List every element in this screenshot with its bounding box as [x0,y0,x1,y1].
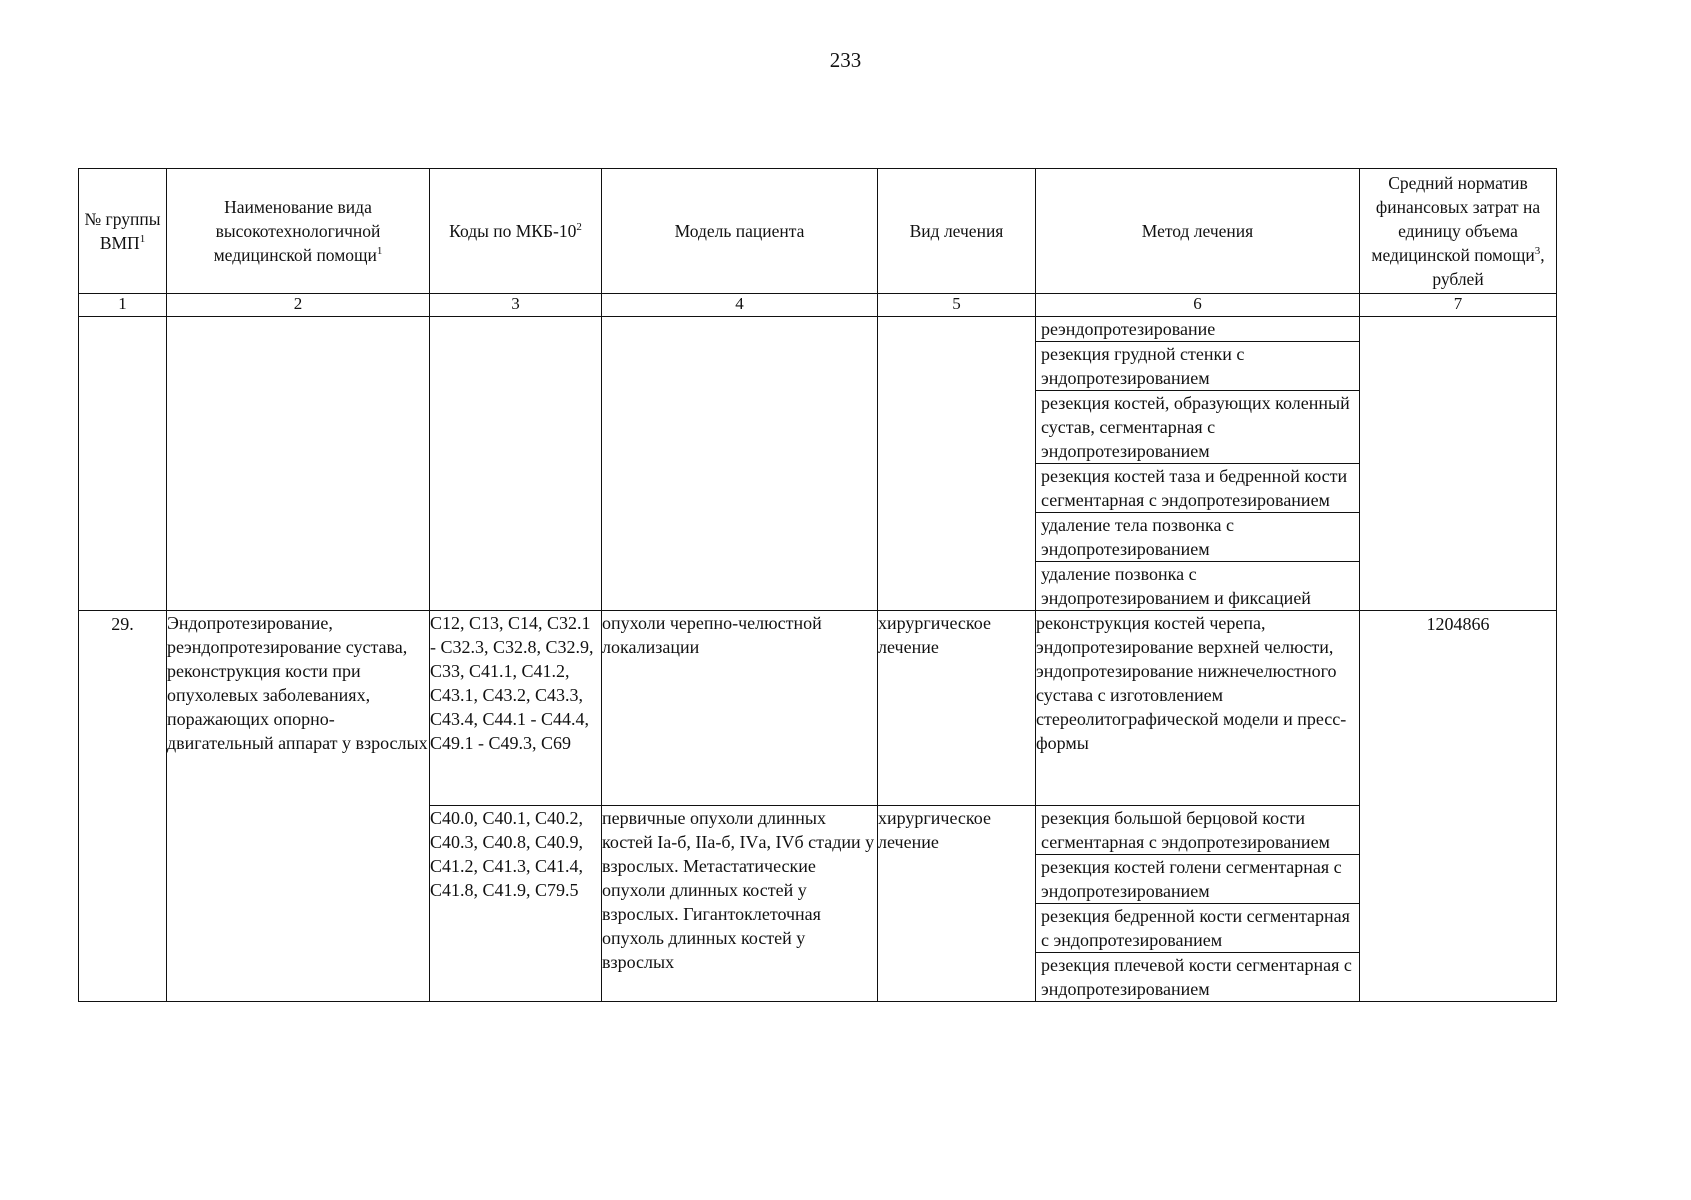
table-row-continued [79,317,1557,611]
col-number: 3 [430,294,602,317]
method-item: резекция грудной стенки с эндопротезированием [1036,342,1360,391]
col-number: 4 [602,294,878,317]
method-item: резекция плечевой кости сегментарная с эндопротезированием [1041,955,1352,999]
col-number: 1 [79,294,167,317]
col-number: 2 [167,294,430,317]
header-col-cost: Средний норматив финансовых затрат на единицу объема медицинской помощи$^3$, рублей [1360,169,1557,294]
vmp-table [78,168,1557,1002]
method-item: резекция костей голени сегментарная с эндопротезированием [1036,855,1360,904]
col-number: 5 [878,294,1036,317]
treatment-type: хирургическое лечение [878,611,1036,806]
patient-model: опухоли черепно-челюстной локализации [602,611,878,806]
method-item: резекция костей таза и бедренной кости сегментарная с эндопротезированием [1036,464,1360,513]
patient-model: первичные опухоли длинных костей Iа-б, IIа-б, IVа, IVб стадии у взрослых. Метастатические опухоли длинных костей у взрослых. Гигантоклеточная опухоль длинных костей у взрослых [602,806,878,1002]
column-number-row [79,294,1557,317]
header-col-group-number: № группы ВМП$^1$ [79,169,167,294]
method-item: удаление позвонка с эндопротезированием и фиксацией [1041,564,1311,608]
method-list [1036,806,1360,1002]
icd-codes: C12, C13, C14, C32.1 - C32.3, C32.8, C32.9, C33, C41.1, C41.2, C43.1, C43.2, C43.3, C43.4, C44.1 - C44.4, C49.1 - C49.3, C69 [430,611,602,806]
page-number: 233 [829,48,862,72]
col-number: 6 [1036,294,1360,317]
header-col-model: Модель пациента [602,169,878,294]
method-item: удаление тела позвонка с эндопротезированием [1036,513,1360,562]
group-name: Эндопротезирование, реэндопротезирование сустава, реконструкция кости при опухолевых заболеваниях, поражающих опорно-двигательный аппарат у взрослых [167,611,430,1002]
method-item: резекция большой берцовой кости сегментарная с эндопротезированием [1036,806,1360,855]
group-number: 29. [79,611,167,1002]
icd-codes: C40.0, C40.1, C40.2, C40.3, C40.8, C40.9, C41.2, C41.3, C41.4, C41.8, C41.9, C79.5 [430,806,602,1002]
cost-value: 1204866 [1360,611,1557,1002]
treatment-type: хирургическое лечение [878,806,1036,1002]
header-col-method: Метод лечения [1036,169,1360,294]
method-list [1036,317,1360,611]
col-number: 7 [1360,294,1557,317]
header-col-codes: Коды по МКБ-$10^2$ [430,169,602,294]
method-item: резекция костей, образующих коленный сустав, сегментарная с эндопротезированием [1036,391,1360,464]
table-row-group-29-a [79,611,1557,806]
header-row [79,169,1557,294]
header-col-treatment: Вид лечения [878,169,1036,294]
method-item: резекция бедренной кости сегментарная с эндопротезированием [1036,904,1360,953]
method-item: реэндопротезирование [1036,317,1360,342]
header-col-name: Наименование вида высокотехнологичной медицинской помощи$^1$ [167,169,430,294]
method-item: реконструкция костей черепа, эндопротезирование верхней челюсти, эндопротезирование нижнечелюстного сустава с изготовлением стереолитографической модели и пресс-формы [1036,611,1360,806]
